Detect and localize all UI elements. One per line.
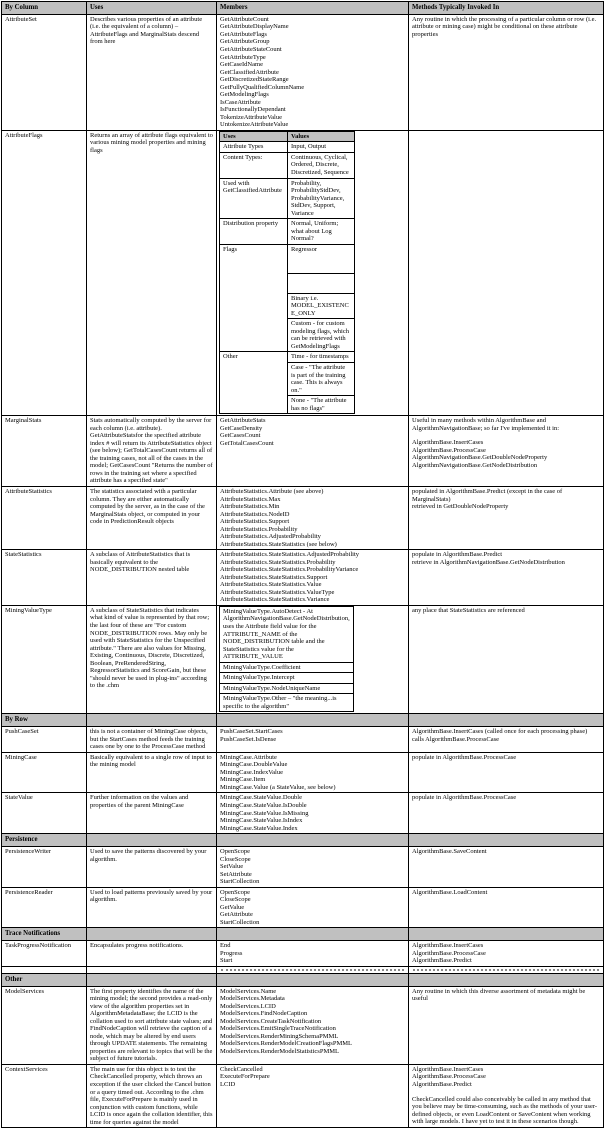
cell-name: AttributeStatistics bbox=[2, 486, 87, 549]
member-item: AttributeStatistics.NodeID bbox=[220, 510, 290, 518]
blank-line bbox=[412, 432, 600, 439]
member-item: ModelServices.RenderModelStatisticsPMML bbox=[220, 1047, 339, 1055]
member-item: ExecuteForPrepare bbox=[220, 1073, 270, 1081]
clipped-cell bbox=[2, 966, 87, 973]
member-item: CloseScope bbox=[220, 855, 251, 863]
section-spacer-cell bbox=[217, 928, 409, 941]
cell-uses: Returns an array of attribute flags equivalent to various mining model properties and mining flags bbox=[87, 130, 217, 415]
cell-uses: The main use for this object is to test the CheckCancelled property, which throws an exception if the user clicked the Cancel button or a query timed out. According to the .chm file, ExecuteForPrepare is mainly used in conjunction with custom functions, while LCID is once again the collation identifier, this time for queries against the model bbox=[87, 1064, 217, 1127]
method-item: retrieve in AlgorithmNavigationBase.GetNodeDistribution bbox=[412, 558, 565, 566]
cell-uses: Describes various properties of an attribute (i.e. the equivalent of a column) – AttributeFlags and MarginalStats descend from here bbox=[87, 14, 217, 130]
table-row-persistencereader bbox=[2, 887, 604, 928]
table-row-taskprogressnotification bbox=[2, 941, 604, 967]
table-row-miningcase bbox=[2, 752, 604, 793]
subtable-use-cell: Attribute Types bbox=[220, 142, 288, 153]
subtable-row bbox=[220, 142, 355, 153]
cell-methods bbox=[409, 130, 604, 415]
section-spacer-cell bbox=[87, 834, 217, 847]
member-item: AttributeStatistics.Support bbox=[220, 518, 290, 526]
cell-members bbox=[217, 727, 409, 753]
method-item: AlgorithmBase.Predict bbox=[412, 1081, 472, 1088]
section-spacer-cell bbox=[87, 973, 217, 986]
member-item: UntokenizeAttributeValue bbox=[220, 121, 289, 129]
subtable-value-box: Normal, Uniform; what about Log Normal? bbox=[291, 220, 339, 243]
member-item: IsFunctionallyDependant bbox=[220, 106, 286, 114]
subtable-values-cell bbox=[288, 152, 355, 178]
cell-members bbox=[217, 130, 409, 415]
member-item: MiningCase.Attribute bbox=[220, 753, 277, 761]
column-header-members: Members bbox=[217, 2, 409, 15]
cell-methods bbox=[409, 846, 604, 887]
subtable-values-cell bbox=[288, 142, 355, 153]
member-item: MiningCase.StateValue.Double bbox=[220, 794, 302, 802]
member-item: IsCaseAttribute bbox=[220, 98, 261, 106]
cell-name: MiningValueType bbox=[2, 605, 87, 713]
member-box-item: MiningValueType.Intercept bbox=[220, 672, 354, 684]
clipped-partial-row bbox=[2, 966, 604, 973]
member-item: ModelServices.CreateTaskNotification bbox=[220, 1017, 322, 1025]
section-spacer-cell bbox=[409, 834, 604, 847]
member-item: Progress bbox=[220, 949, 243, 957]
table-row-attributeflags bbox=[2, 130, 604, 415]
cell-members bbox=[217, 550, 409, 606]
method-item: Any routine in which this diverse assortment of metadata might be useful bbox=[412, 987, 586, 1003]
method-item: populated in AlgorithmBase.Predict (except in the case of MarginalStats) bbox=[412, 487, 563, 503]
member-item: GetAttributeCount bbox=[220, 15, 269, 23]
method-item: populate in AlgorithmBase.ProcessCase bbox=[412, 753, 517, 761]
table-row-marginalstats bbox=[2, 416, 604, 487]
method-item: populate in AlgorithmBase.ProcessCase bbox=[412, 794, 517, 802]
subtable-use-cell: Used with GetClassifiedAttribute bbox=[220, 178, 288, 219]
table-row-attributeset bbox=[2, 14, 604, 130]
member-item: GetCaseIdName bbox=[220, 61, 263, 69]
member-item: AttributeStatistics.StateStatistics.ProbabilityVariance bbox=[220, 566, 359, 574]
column-header-uses: Uses bbox=[87, 2, 217, 15]
member-item: MiningCase.StateValue.IsMissing bbox=[220, 809, 309, 817]
subtable-value-box: Input, Output bbox=[291, 143, 327, 151]
cell-members bbox=[217, 752, 409, 793]
cell-members bbox=[217, 793, 409, 834]
member-box-item: MiningValueType.NodeUniqueName bbox=[220, 683, 354, 695]
member-item: CloseScope bbox=[220, 896, 251, 904]
clipped-cell bbox=[409, 966, 604, 973]
section-header-other bbox=[2, 973, 604, 986]
member-box-list bbox=[219, 606, 354, 712]
subtable-use-cell: Content Types: bbox=[220, 152, 288, 178]
cell-methods bbox=[409, 14, 604, 130]
section-spacer-cell bbox=[217, 834, 409, 847]
member-item: MiningCase.StateValue.IsIndex bbox=[220, 817, 303, 825]
column-header-by-column: By Column bbox=[2, 2, 87, 15]
subtable-values-cell bbox=[288, 178, 355, 219]
cell-methods bbox=[409, 941, 604, 967]
subtable-use-cell: Flags bbox=[220, 244, 288, 352]
cell-uses: Basically equivalent to a single row of input to the mining model bbox=[87, 752, 217, 793]
cell-methods bbox=[409, 986, 604, 1064]
cell-name: AttributeFlags bbox=[2, 130, 87, 415]
member-item: GetAttributeType bbox=[220, 53, 266, 61]
cell-uses: The first property identifies the name of the mining model; the second provides a read-only view of the algorithm properties set in AlgorithmMetadataBase; the LCID is the collation used to sort attribute state values; and FindNodeCaption will retrieve the caption of a node, which may be altered by end users through UPDATE statements. The remaining properties are relevant to topics that will be the subject of future tutorials. bbox=[87, 986, 217, 1064]
member-item: GetClassifiedAttribute bbox=[220, 68, 279, 76]
cell-name: MarginalStats bbox=[2, 416, 87, 487]
table-row-persistencewriter bbox=[2, 846, 604, 887]
clipped-cell bbox=[217, 966, 409, 973]
method-item: AlgorithmBase.Predict bbox=[412, 957, 472, 965]
subtable-value-box: Binary i.e. MODEL_EXISTENCE_ONLY bbox=[288, 294, 354, 320]
member-item: ModelServices.RenderMiningSchemaPMML bbox=[220, 1032, 339, 1040]
method-item: AlgorithmBase.ProcessCase bbox=[412, 1073, 486, 1081]
table-row-pushcaseset bbox=[2, 727, 604, 753]
section-title: Persistence bbox=[2, 834, 87, 847]
member-item: GetAttributeGroup bbox=[220, 38, 270, 46]
cell-uses: Used to load patterns previously saved by your algorithm. bbox=[87, 887, 217, 928]
member-item: MiningCase.Value (a StateValue, see below) bbox=[220, 783, 336, 791]
section-title: By Row bbox=[2, 714, 87, 727]
cell-methods bbox=[409, 793, 604, 834]
cell-members bbox=[217, 416, 409, 487]
method-item: AlgorithmBase.ProcessCase bbox=[412, 446, 486, 454]
subtable-column-header: Uses bbox=[220, 131, 288, 142]
clipped-cell bbox=[87, 966, 217, 973]
subtable-row bbox=[220, 244, 355, 352]
cell-uses: The statistics associated with a particular column. They are either automatically computed by the server, as in the case of the MarginalStats object, or computed in your code in PredictionResult objects bbox=[87, 486, 217, 549]
member-item: AttributeStatistics.StateStatistics (see below) bbox=[220, 540, 337, 548]
method-item: populate in AlgorithmBase.Predict bbox=[412, 551, 503, 559]
blank-line bbox=[412, 1089, 600, 1096]
cell-name: StateValue bbox=[2, 793, 87, 834]
section-spacer-cell bbox=[87, 714, 217, 727]
cell-uses: this is not a container of MiningCase objects, but the StartCases method feeds the training cases one by one to the ProcessCase method bbox=[87, 727, 217, 753]
subtable-values-cell bbox=[288, 219, 355, 245]
document-page bbox=[0, 1, 604, 1128]
cell-name: AttributeSet bbox=[2, 14, 87, 130]
member-item: GetCasesCount bbox=[220, 432, 261, 440]
member-item: CheckCancelled bbox=[220, 1065, 263, 1073]
cell-methods bbox=[409, 727, 604, 753]
cell-methods bbox=[409, 550, 604, 606]
clipped-text-fragment bbox=[413, 969, 599, 973]
member-item: GetModelingFlags bbox=[220, 91, 269, 99]
section-spacer-cell bbox=[409, 973, 604, 986]
cell-members bbox=[217, 486, 409, 549]
method-item: Useful in many methods within AlgorithmBase and AlgorithmNavigationBase; so far I've implemented it in: bbox=[412, 417, 560, 432]
member-item: AttributeStatistics.Attribute (see above) bbox=[220, 487, 324, 495]
member-item: AttributeStatistics.StateStatistics.Probability bbox=[220, 558, 336, 566]
subtable-value-box: Case - "The attribute is part of the training case. This is always on." bbox=[288, 363, 354, 396]
method-item: AlgorithmBase.InsertCases bbox=[412, 942, 484, 950]
member-item: PushCaseSet.IsDense bbox=[220, 735, 277, 743]
cell-methods bbox=[409, 1064, 604, 1127]
section-header-trace-notifications bbox=[2, 928, 604, 941]
member-item: GetAttributeStateCount bbox=[220, 46, 282, 53]
member-item: Start bbox=[220, 957, 233, 965]
cell-methods bbox=[409, 486, 604, 549]
cell-methods bbox=[409, 887, 604, 928]
cell-name: TaskProgressNotification bbox=[2, 941, 87, 967]
member-item: AttributeStatistics.StateStatistics.Value bbox=[220, 581, 322, 589]
member-item: OpenScope bbox=[220, 847, 250, 855]
cell-name: PersistenceWriter bbox=[2, 846, 87, 887]
method-item: AlgorithmBase.LoadContent bbox=[412, 888, 488, 896]
cell-members bbox=[217, 1064, 409, 1127]
cell-members bbox=[217, 14, 409, 130]
section-spacer-cell bbox=[217, 714, 409, 727]
cell-uses: Further information on the values and properties of the parent MiningCase bbox=[87, 793, 217, 834]
method-item: AlgorithmBase.InsertCases bbox=[412, 1065, 484, 1073]
method-item: AlgorithmBase.SaveContent bbox=[412, 847, 487, 855]
section-spacer-cell bbox=[409, 928, 604, 941]
member-item: AttributeStatistics.Max bbox=[220, 495, 281, 503]
member-item: ModelServices.EmitSingleTraceNotification bbox=[220, 1025, 336, 1033]
member-item: GetAttributeStats bbox=[220, 417, 266, 425]
cell-members bbox=[217, 986, 409, 1064]
table-row-statestatistics bbox=[2, 550, 604, 606]
member-item: GetValue bbox=[220, 903, 245, 911]
member-item: MiningCase.StateValue.Index bbox=[220, 824, 298, 832]
member-item: SetAttribute bbox=[220, 870, 252, 878]
cell-name: ContextServices bbox=[2, 1064, 87, 1127]
attribute-flags-subtable bbox=[219, 131, 355, 414]
cell-uses: Used to save the patterns discovered by your algorithm. bbox=[87, 846, 217, 887]
cell-uses: Encapsulates progress notifications. bbox=[87, 941, 217, 967]
table-row-statevalue bbox=[2, 793, 604, 834]
cell-methods bbox=[409, 605, 604, 713]
member-item: GetCaseDensity bbox=[220, 424, 263, 432]
cell-members bbox=[217, 887, 409, 928]
member-item: OpenScope bbox=[220, 888, 250, 896]
table-row-miningvaluetype bbox=[2, 605, 604, 713]
method-item: retrieved in GetDoubleNodeProperty bbox=[412, 503, 509, 511]
cell-name: StateStatistics bbox=[2, 550, 87, 606]
section-title: Other bbox=[2, 973, 87, 986]
member-item: GetDiscretizedStateRange bbox=[220, 76, 289, 84]
method-item: Any routine in which the processing of a particular column or row (i.e. attribute or mining case) might be conditional on these attribute properties bbox=[412, 15, 597, 38]
cell-uses: A subclass of AttributeStatistics that is basically equivalent to the NODE_DISTRIBUTION nested table bbox=[87, 550, 217, 606]
member-item: MiningCase.DoubleValue bbox=[220, 761, 288, 769]
member-item: LCID bbox=[220, 1081, 236, 1088]
member-item: GetAttributeFlags bbox=[220, 30, 267, 38]
member-item: AttributeStatistics.StateStatistics.ValueType bbox=[220, 588, 335, 596]
member-item: ModelServices.Metadata bbox=[220, 995, 285, 1003]
subtable-use-cell: Other bbox=[220, 352, 288, 414]
member-box-item: MiningValueType.Coefficient bbox=[220, 662, 354, 674]
member-item: ModelServices.Name bbox=[220, 987, 277, 995]
member-item: AttributeStatistics.StateStatistics.Support bbox=[220, 573, 328, 581]
member-item: ModelServices.RenderModelCreationFlagsPMML bbox=[220, 1040, 352, 1048]
table-header-row bbox=[2, 2, 604, 15]
subtable-header-row bbox=[220, 131, 355, 142]
method-item: calls AlgorithmBase.ProcessCase bbox=[412, 735, 500, 743]
subtable-row bbox=[220, 152, 355, 178]
subtable-column-header: Values bbox=[288, 131, 355, 142]
member-item: AttributeStatistics.Probability bbox=[220, 525, 298, 533]
cell-name: PersistenceReader bbox=[2, 887, 87, 928]
section-spacer-cell bbox=[87, 928, 217, 941]
member-item: GetAttributeDisplayName bbox=[220, 23, 289, 31]
method-item: AlgorithmBase.ProcessCase bbox=[412, 949, 486, 957]
member-item: GetFullyQualifiedColumnName bbox=[220, 83, 305, 91]
cell-uses: A subclass of StateStatistics that indicates what kind of value is represented by that row; the last four of these are "For custom NODE_DISTRIBUTION rows. May only be used with StateStatistics for the Unspecified attribute." There are also values for Missing, Existing, Continuous, Discrete, Discretized, Boolean, PreRenderedString, RegressorStatistics and ScoreGain, but these "should never be used in plug-ins" according to the .chm bbox=[87, 605, 217, 713]
member-item: MiningCase.Item bbox=[220, 776, 266, 784]
member-item: AttributeStatistics.StateStatistics.Variance bbox=[220, 596, 330, 604]
member-item: GetAttribute bbox=[220, 911, 253, 919]
column-header-methods-typically-invoked-in: Methods Typically Invoked In bbox=[409, 2, 604, 15]
subtable-value-box bbox=[288, 274, 354, 294]
subtable-value-box: Time - for timestamps bbox=[288, 352, 354, 363]
cell-name: MiningCase bbox=[2, 752, 87, 793]
cell-name: PushCaseSet bbox=[2, 727, 87, 753]
section-title: Trace Notifications bbox=[2, 928, 87, 941]
member-item: SetValue bbox=[220, 863, 244, 871]
method-item: any place that StateStatistics are referenced bbox=[412, 606, 525, 614]
method-item: AlgorithmNavigationBase.GetDoubleNodeProperty bbox=[412, 454, 548, 462]
cell-members bbox=[217, 941, 409, 967]
method-item: AlgorithmBase.InsertCases (called once for each processing phase) bbox=[412, 728, 588, 736]
member-item: AttributeStatistics.Min bbox=[220, 503, 280, 511]
section-spacer-cell bbox=[217, 973, 409, 986]
cell-methods bbox=[409, 752, 604, 793]
subtable-row bbox=[220, 178, 355, 219]
member-item: StartCollection bbox=[220, 918, 260, 926]
clipped-text-fragment bbox=[221, 969, 404, 973]
cell-name: ModelServices bbox=[2, 986, 87, 1064]
section-header-by-row bbox=[2, 714, 604, 727]
method-item: AlgorithmBase.InsertCases bbox=[412, 439, 484, 447]
section-header-persistence bbox=[2, 834, 604, 847]
subtable-value-box: Regressor bbox=[288, 245, 354, 274]
subtable-value-box: None - "The attribute has no flags" bbox=[291, 397, 347, 412]
member-item: TokenizeAttributeValue bbox=[220, 113, 282, 121]
cell-methods bbox=[409, 416, 604, 487]
table-body bbox=[2, 14, 604, 1127]
member-item: StartCollection bbox=[220, 878, 260, 886]
subtable-values-cell bbox=[288, 352, 355, 414]
member-item: End bbox=[220, 942, 231, 950]
subtable-value-box: Probability, ProbabilityStdDev, ProbabilityVariance, StdDev, Support, Variance bbox=[291, 179, 345, 217]
member-item: AttributeStatistics.AdjustedProbability bbox=[220, 533, 321, 541]
cell-members bbox=[217, 846, 409, 887]
member-item: AttributeStatistics.StateStatistics.AdjustedProbability bbox=[220, 551, 360, 559]
member-item: MiningCase.StateValue.IsDouble bbox=[220, 801, 307, 809]
cell-uses: Stats automatically computed by the server for each column (i.e. attribute). GetAttributeStatsfor the specified attribute index # will return its AttributeStatistics object (see below); GetTotalCasesCount returns all of the training cases, not all of the cases in the model; GetCasesCount "Returns the number of rows in the training set where a specified attribute has a specified state" bbox=[87, 416, 217, 487]
subtable-use-cell: Distribution property bbox=[220, 219, 288, 245]
section-spacer-cell bbox=[409, 714, 604, 727]
subtable-value-box: Continuous, Cyclical, Ordered, Discrete, Discretized, Sequence bbox=[291, 153, 349, 176]
subtable-row bbox=[220, 352, 355, 414]
subtable-values-cell bbox=[288, 244, 355, 352]
api-reference-table bbox=[1, 1, 604, 1128]
header-row bbox=[2, 2, 604, 15]
member-box-item: MiningValueType.AutoDetect - At AlgorithmNavigationBase.GetNodeDistribution, uses the Attribute field value for the ATTRIBUTE_NAME of the NODE_DISTRIBUTION table and the StateStatistics value for the ATTRIBUTE_VALUE bbox=[220, 606, 354, 663]
member-item: ModelServices.FindNodeCaption bbox=[220, 1010, 308, 1018]
member-box-item: MiningValueType.Other – "the meaning...is specific to the algorithm" bbox=[220, 693, 354, 712]
member-item: GetTotalCasesCount bbox=[220, 439, 274, 447]
subtable-value-box: Custom - for custom modeling flags, which can be retrieved with GetModelingFlags bbox=[291, 320, 349, 350]
table-row-modelservices bbox=[2, 986, 604, 1064]
method-item: CheckCancelled could also conceivably be called in any method that you believe may be time-consuming, such as the methods of your user-defined objects, or even LoadContent or SaveContent when working with large models. I have yet to test it in these scenarios though. bbox=[412, 1095, 598, 1126]
method-item: AlgorithmNavigationBase.GetNodeDistribution bbox=[412, 461, 538, 469]
table-row-contextservices bbox=[2, 1064, 604, 1127]
member-item: PushCaseSet.StartCases bbox=[220, 728, 283, 736]
cell-members bbox=[217, 605, 409, 713]
member-item: MiningCase.IndexValue bbox=[220, 768, 284, 776]
table-row-attributestatistics bbox=[2, 486, 604, 549]
member-item: ModelServices.LCID bbox=[220, 1002, 276, 1010]
subtable-row bbox=[220, 219, 355, 245]
